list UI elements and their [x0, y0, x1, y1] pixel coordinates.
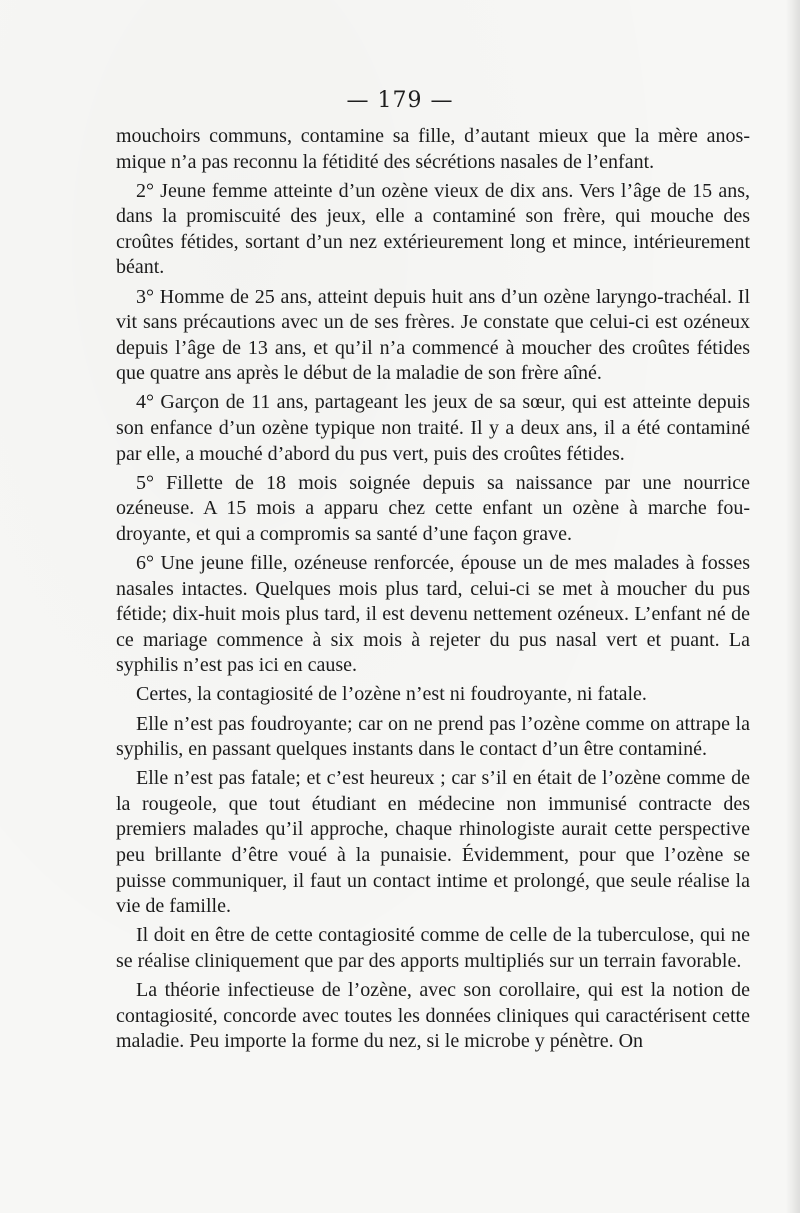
body-text — [116, 124, 750, 1058]
paragraph-not-foudroyante: Elle n’est pas foudroyante; car on ne prend pas l’ozène comme on attrape la syphilis, en passant quelques instants dans le contact d’un être contaminé. — [116, 712, 750, 761]
paragraph-case-4: 4° Garçon de 11 ans, partageant les jeux de sa sœur, qui est atteinte depuis son enfance d’un ozène typique non traité. Il y a deux ans, il a été contaminé par elle, a mouché d’abord du pus vert, puis des croûtes fétides. — [116, 391, 750, 465]
paragraph-continuation: mouchoirs communs, contamine sa fille, d’autant mieux que la mère anosmique n’a pas reconnu la fétidité des sécrétions nasales de l’enfant. — [116, 125, 750, 173]
page-edge-shadow — [786, 0, 800, 1213]
paragraph-contagiosity: Certes, la contagiosité de l’ozène n’est ni foudroyante, ni fatale. — [136, 683, 647, 706]
paragraph-case-6: 6° Une jeune fille, ozéneuse renforcée, épouse un de mes malades à fosses nasales intactes. Quelques mois plus tard, celui-ci se met à moucher du pus fétide; dix-huit mois plus tard, il est devenu nettement ozéneux. L’enfant né de ce mariage commence à six mois à rejeter du pus nasal vert et puant. La syphilis n’est pas ici en cause. — [116, 552, 750, 677]
paragraph-case-3: 3° Homme de 25 ans, atteint depuis huit ans d’un ozène laryngo-trachéal. Il vit sans précautions avec un de ses frères. Je constate que celui-ci est ozéneux depuis l’âge de 13 ans, et qu’il n’a commencé à moucher des croûtes fétides que quatre ans après le début de la maladie de son frère aîné. — [116, 285, 750, 385]
paragraph-case-2: 2° Jeune femme atteinte d’un ozène vieux de dix ans. Vers l’âge de 15 ans, dans la promiscuité des jeux, elle a contaminé son frère, qui mouche des croûtes fétides, sortant d’un nez extérieurement long et mince, intérieurement béant. — [116, 179, 750, 279]
paragraph-case-5: 5° Fillette de 18 mois soignée depuis sa naissance par une nourrice ozéneuse. A 15 mois a apparu chez cette enfant un ozène à marche foudroyante, et qui a compromis sa santé d’une façon grave. — [116, 471, 750, 545]
paragraph-tuberculose: Il doit en être de cette contagiosité comme de celle de la tuberculose, qui ne se réalise cliniquement que par des apports multipliés sur un terrain favorable. — [116, 924, 750, 972]
page-number: — 179 — — [346, 88, 454, 113]
paragraph-theorie: La théorie infectieuse de l’ozène, avec son corollaire, qui est la notion de contagiosité, concorde avec toutes les données cliniques qui caractérisent cette maladie. Peu importe la forme du nez, si le microbe y pénètre. On — [116, 979, 750, 1053]
paragraph-not-fatale: Elle n’est pas fatale; et c’est heureux ; car s’il en était de l’ozène comme de la rougeole, que tout étudiant en médecine non immunisé contracte des premiers malades qu’il approche, chaque rhinologiste aurait cette perspective peu brillante d’être voué à la punaisie. Évidemment, pour que l’ozène se puisse communiquer, il faut un contact intime et prolongé, que seule réalise la vie de famille. — [116, 767, 750, 918]
